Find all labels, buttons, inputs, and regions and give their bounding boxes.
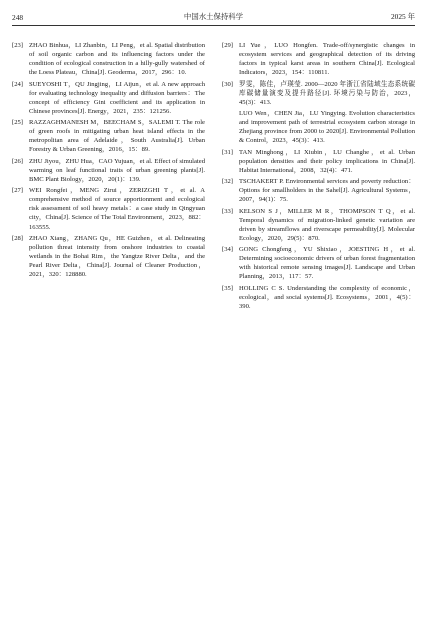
reference-number: [34] (222, 246, 233, 254)
reference-text: ZHAO Binhua，LI Zhanbin，LI Peng，et al. Spatial distribution of soil organic carbon and its influencing factors under the condition of ecological construction in a hilly-gully watershed of the Loess Plateau，China[J]. Geoderma，2017，296：10. (29, 42, 205, 77)
reference-text: ZHU Jiyou，ZHU Hua，CAO Yujuan，et al. Effect of simulated warming on leaf functional traits of urban greening plants[J]. BMC Plant Biology，2020，20(1)：139. (29, 157, 205, 183)
reference-column-left (12, 41, 205, 281)
header-rule (12, 25, 415, 26)
reference-text: WEI Rongfei，MENG Zirui，ZERIZGHI T，et al. A comprehensive method of source apportionment and ecological risk assessment of soil heavy metals：a case study in Qingyuan city，China[J]. Science of The Total Environment，2023，882：163555. (29, 187, 205, 231)
reference-text: HOLLING C S. Understanding the complexity of economic，ecological，and social systems[J]. Ecosystems，2001，4(5)：390. (239, 284, 415, 310)
reference-text: KELSON S J，MILLER M R，THOMPSON T Q，et al. Temporal dynamics of migration-linked genetic variation are driven by streamflows and riverscape permeability[J]. Molecular Ecology，2020，29(5)：870. (239, 207, 415, 242)
reference-text: GONG Chongfeng，YU Shixiao，JOESTING H，et al. Determining socioeconomic drivers of urban forest fragmentation with historical remote sensing images[J]. Landscape and Urban Planning，2013，117：57. (239, 246, 415, 281)
reference-text: ZHAO Xiang，ZHANG Qu，HE Guizhen，et al. Delineating pollution threat intensity from onshore industries to coastal wetlands in the Bohai Rim，the Yangtze River Delta，and the Pearl River Delta，China[J]. Journal of Cleaner Production，2021，320：128880. (29, 234, 205, 279)
reference-text: LI Yue，LUO Hongfen. Trade-off/synergistic changes in ecosystem services and geographical detection of its driving factors in typical karst areas in southern China[J]. Ecological Indicators，2023，154：110811. (239, 42, 415, 77)
reference-number: [30] (222, 80, 233, 88)
reference-item (222, 80, 415, 107)
reference-number: [32] (222, 178, 233, 186)
page-header (12, 8, 415, 22)
page-number: 248 (12, 13, 24, 22)
reference-item (222, 148, 415, 175)
reference-number: [25] (12, 119, 23, 127)
publication-year: 2025 年 (390, 12, 415, 21)
reference-text: TSCHAKERT P. Environmental services and poverty reduction：Options for smallholders in the Sahel[J]. Agricultural Systems，2007，94(1)：75. (239, 178, 415, 204)
reference-text: 罗雯，陈佳，卢瑛莹. 2000—2020 年浙江省陆域生态系统碳库碳储量演变及提升路径[J]. 环境污染与防治，2023，45(3)：413. (239, 80, 415, 106)
reference-number: [29] (222, 42, 233, 49)
reference-item (222, 41, 415, 77)
reference-number (222, 109, 239, 145)
reference-number: [24] (12, 80, 23, 88)
reference-item (222, 245, 415, 281)
reference-text: TAN Minghong，LI Xiubin，LU Changhe，et al. Urban population densities and their policy implications in China[J]. Habitat International，2008，32(4)：471. (239, 148, 415, 174)
reference-item (222, 109, 415, 145)
reference-number: [31] (222, 148, 233, 156)
reference-item (222, 207, 415, 243)
reference-item (222, 177, 415, 204)
reference-number: [28] (12, 234, 23, 242)
reference-number: [27] (12, 187, 23, 195)
reference-item (12, 80, 205, 116)
reference-item (12, 234, 205, 279)
reference-number: [23] (12, 42, 23, 49)
reference-item (12, 186, 205, 231)
reference-number: [35] (222, 284, 233, 292)
reference-text: RAZZAGHMANESH M，BEECHAM S，SALEMI T. The role of green roofs in mitigating urban heat island effects in the metropolitan area of Adelaide，South Australia[J]. Urban Forestry & Urban Greening，2016，15：89. (29, 119, 205, 154)
reference-text: SUEYOSHI T，QU Jingjing，LI Aijun，et al. A new approach for evaluating technology inequality and diffusion barriers：The concept of efficiency Gini coefficient and its application in Chinese provinces[J]. Energy，2021，235：121256. (29, 80, 205, 115)
journal-title: 中国水土保持科学 (183, 12, 244, 21)
reference-number: [33] (222, 207, 233, 215)
reference-item (12, 157, 205, 184)
reference-number: [26] (12, 157, 23, 165)
reference-item (12, 41, 205, 77)
reference-item (12, 118, 205, 154)
reference-item (222, 284, 415, 311)
reference-text: LUO Wen，CHEN Jia，LU Yingying. Evolution characteristics and improvement path of terrestrial ecosystem carbon storage in Zhejiang province from 2000 to 2020[J]. Environmental Pollution & Control，2023，45(3)：413. (239, 110, 415, 145)
reference-column-right (222, 41, 415, 313)
